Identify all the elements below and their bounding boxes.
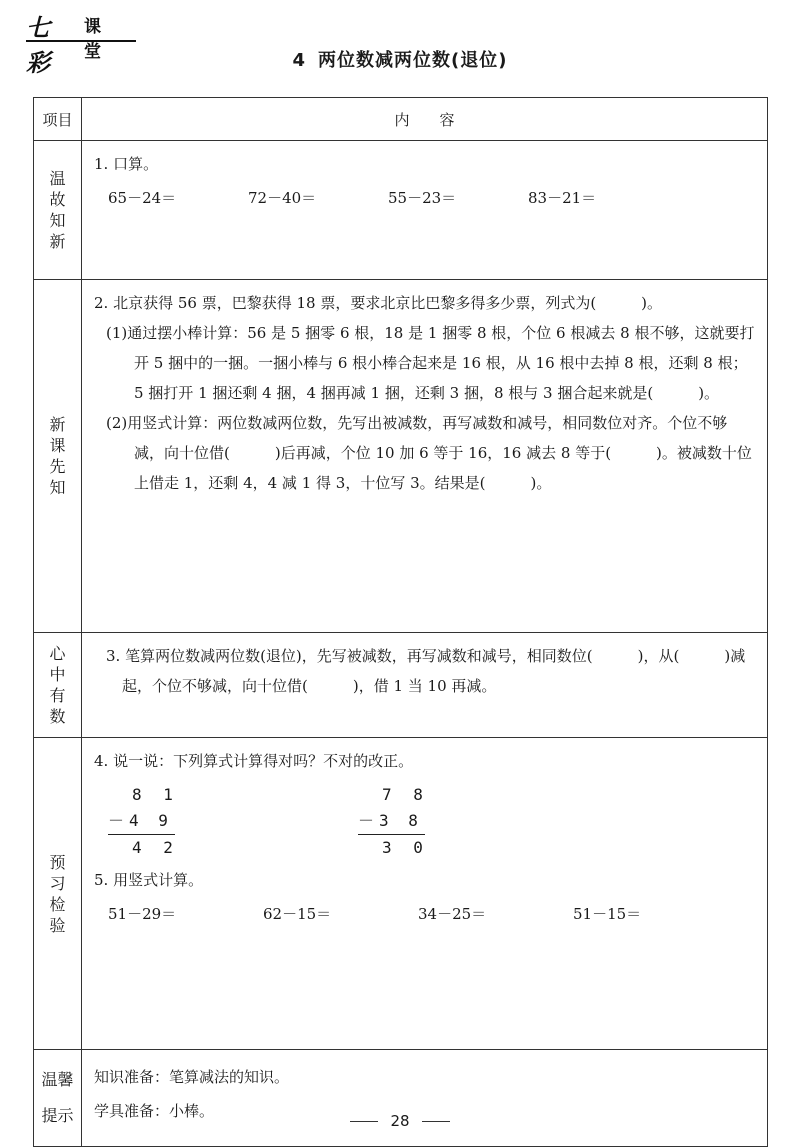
question-5: 5. 用竖式计算。 [94, 871, 204, 889]
row-label-summary: 心中有数 [34, 633, 82, 738]
result: 3 0 [382, 838, 429, 857]
table-row-preview [34, 738, 768, 1050]
page-footer [0, 1112, 800, 1130]
row-content-summary [82, 633, 768, 738]
row-label-tips: 温馨 提示 [34, 1050, 82, 1147]
page-title [0, 46, 800, 72]
written-calc-item: 62－15＝ [263, 905, 332, 923]
oral-calc-list [94, 183, 757, 213]
worksheet-table [33, 97, 768, 1147]
question-2-part-2: (2)用竖式计算：两位数减两位数，先写出被减数，再写减数和减号，相同数位对齐。个位不够减，向十位借( )后再减，个位 10 加 6 等于 16，16 减去 8 等于( )。被减数十位上借走 1，还剩 4，4 减 1 得 3，十位写 3。结果是( )。 [106, 414, 752, 492]
subtrahend: －4 9 [108, 808, 175, 835]
written-calc-item: 34－25＝ [418, 905, 487, 923]
vertical-calc-list [94, 782, 757, 861]
minuend: 8 1 [132, 785, 179, 804]
written-calc-item: 51－29＝ [108, 905, 177, 923]
row-label-preview: 预习检验 [34, 738, 82, 1050]
table-row-summary [34, 633, 768, 738]
table-row-tips [34, 1050, 768, 1147]
row-content-newlesson [82, 280, 768, 633]
oral-calc-item: 65－24＝ [108, 189, 177, 207]
brand-script: 七彩 [26, 13, 49, 77]
question-1: 1. 口算。 [94, 155, 159, 173]
oral-calc-item: 55－23＝ [388, 189, 457, 207]
question-2-part-1: (1)通过摆小棒计算：56 是 5 捆零 6 根，18 是 1 捆零 8 根，个位 6 根减去 8 根不够，这就要打开 5 捆中的一捆。一捆小棒与 6 根小棒合起来是 16 根，从 16 根中去掉 8 根，还剩 8 根；5 捆打开 1 捆还剩 4 捆，4 捆再减 1 捆，还剩 3 捆，8 根与 3 捆合起来就是( )。 [106, 324, 755, 402]
footer-dash-left [350, 1121, 378, 1122]
page-number: 28 [390, 1112, 410, 1130]
question-3: 3. 笔算两位数减两位数(退位)，先写被减数，再写减数和减号，相同数位( )，从( )减起，个位不够减，向十位借( )，借 1 当 10 再减。 [106, 647, 746, 695]
row-label-newlesson: 新课先知 [34, 280, 82, 633]
lesson-title: 两位数减两位数(退位) [318, 50, 508, 71]
header-content: 内 容 [82, 98, 768, 141]
row-label-review: 温故知新 [34, 141, 82, 280]
question-4: 4. 说一说：下列算式计算得对吗？不对的改正。 [94, 752, 414, 770]
vertical-calc [94, 782, 308, 861]
tip-knowledge: 知识准备：笔算减法的知识。 [94, 1068, 290, 1086]
subtrahend: －3 8 [358, 808, 425, 835]
row-content-review [82, 141, 768, 280]
row-content-tips [82, 1050, 768, 1147]
lesson-number: 4 [292, 50, 307, 71]
minuend: 7 8 [382, 785, 429, 804]
row-content-preview [82, 738, 768, 1050]
tip-tools: 学具准备：小棒。 [94, 1102, 215, 1120]
footer-dash-right [422, 1121, 450, 1122]
result: 4 2 [132, 838, 179, 857]
header-item: 项目 [34, 98, 82, 141]
question-2: 2. 北京获得 56 票，巴黎获得 18 票，要求北京比巴黎多得多少票，列式为( )。 [94, 294, 663, 312]
oral-calc-item: 83－21＝ [528, 189, 597, 207]
table-row-review [34, 141, 768, 280]
table-row-newlesson [34, 280, 768, 633]
table-header-row [34, 98, 768, 141]
oral-calc-item: 72－40＝ [248, 189, 317, 207]
brand-label: 课堂 [84, 17, 101, 62]
written-calc-item: 51－15＝ [573, 905, 642, 923]
brand-underline [26, 40, 136, 42]
written-calc-list [94, 899, 757, 929]
vertical-calc [308, 782, 558, 861]
